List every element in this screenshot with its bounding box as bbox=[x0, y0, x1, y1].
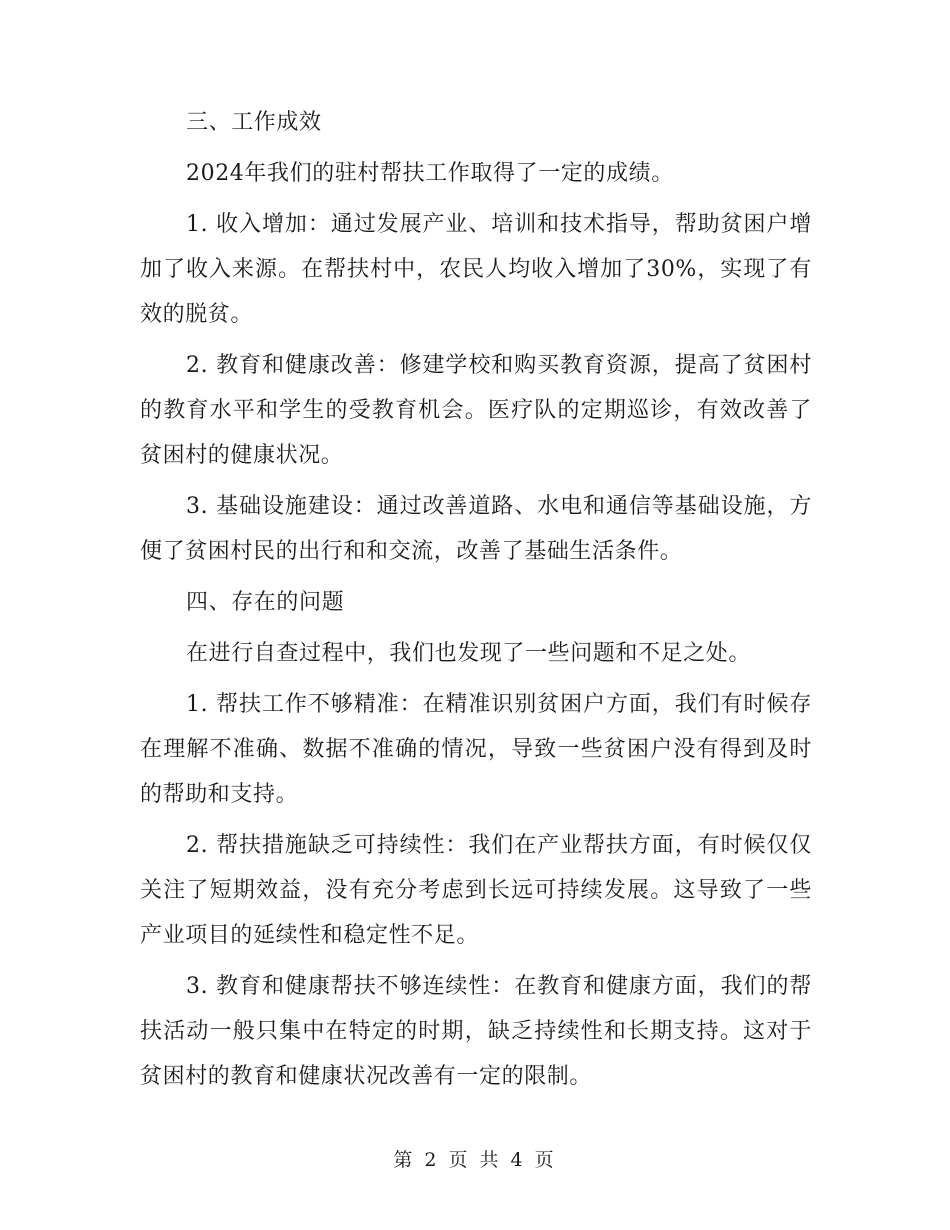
document-body bbox=[140, 100, 812, 1105]
results-intro-paragraph: 2024年我们的驻村帮扶工作取得了一定的成绩。 bbox=[186, 161, 674, 186]
result-item-infrastructure: 3. 基础设施建设：通过改善道路、水电和通信等基础设施，方便了贫困村民的出行和和交流，改善了基础生活条件。 bbox=[140, 494, 812, 564]
problem-item-continuity: 3. 教育和健康帮扶不够连续性：在教育和健康方面，我们的帮扶活动一般只集中在特定的时期，缺乏持续性和长期支持。这对于贫困村的教育和健康状况改善有一定的限制。 bbox=[140, 974, 812, 1089]
section-heading-existing-problems: 四、存在的问题 bbox=[186, 590, 345, 615]
section-heading-work-results: 三、工作成效 bbox=[186, 110, 322, 135]
page-number-footer: 第 2 页 共 4 页 bbox=[393, 1149, 557, 1171]
problem-item-sustainability: 2. 帮扶措施缺乏可持续性：我们在产业帮扶方面，有时候仅仅关注了短期效益，没有充分考虑到长远可持续发展。这导致了一些产业项目的延续性和稳定性不足。 bbox=[140, 833, 812, 948]
problem-item-precision: 1. 帮扶工作不够精准：在精准识别贫困户方面，我们有时候存在理解不准确、数据不准确的情况，导致一些贫困户没有得到及时的帮助和支持。 bbox=[140, 692, 812, 807]
result-item-income: 1. 收入增加：通过发展产业、培训和技术指导，帮助贫困户增加了收入来源。在帮扶村中，农民人均收入增加了30%，实现了有效的脱贫。 bbox=[140, 212, 812, 327]
problems-intro-paragraph: 在进行自查过程中，我们也发现了一些问题和不足之处。 bbox=[186, 641, 752, 666]
result-item-education-health: 2. 教育和健康改善：修建学校和购买教育资源，提高了贫困村的教育水平和学生的受教育机会。医疗队的定期巡诊，有效改善了贫困村的健康状况。 bbox=[140, 353, 812, 468]
